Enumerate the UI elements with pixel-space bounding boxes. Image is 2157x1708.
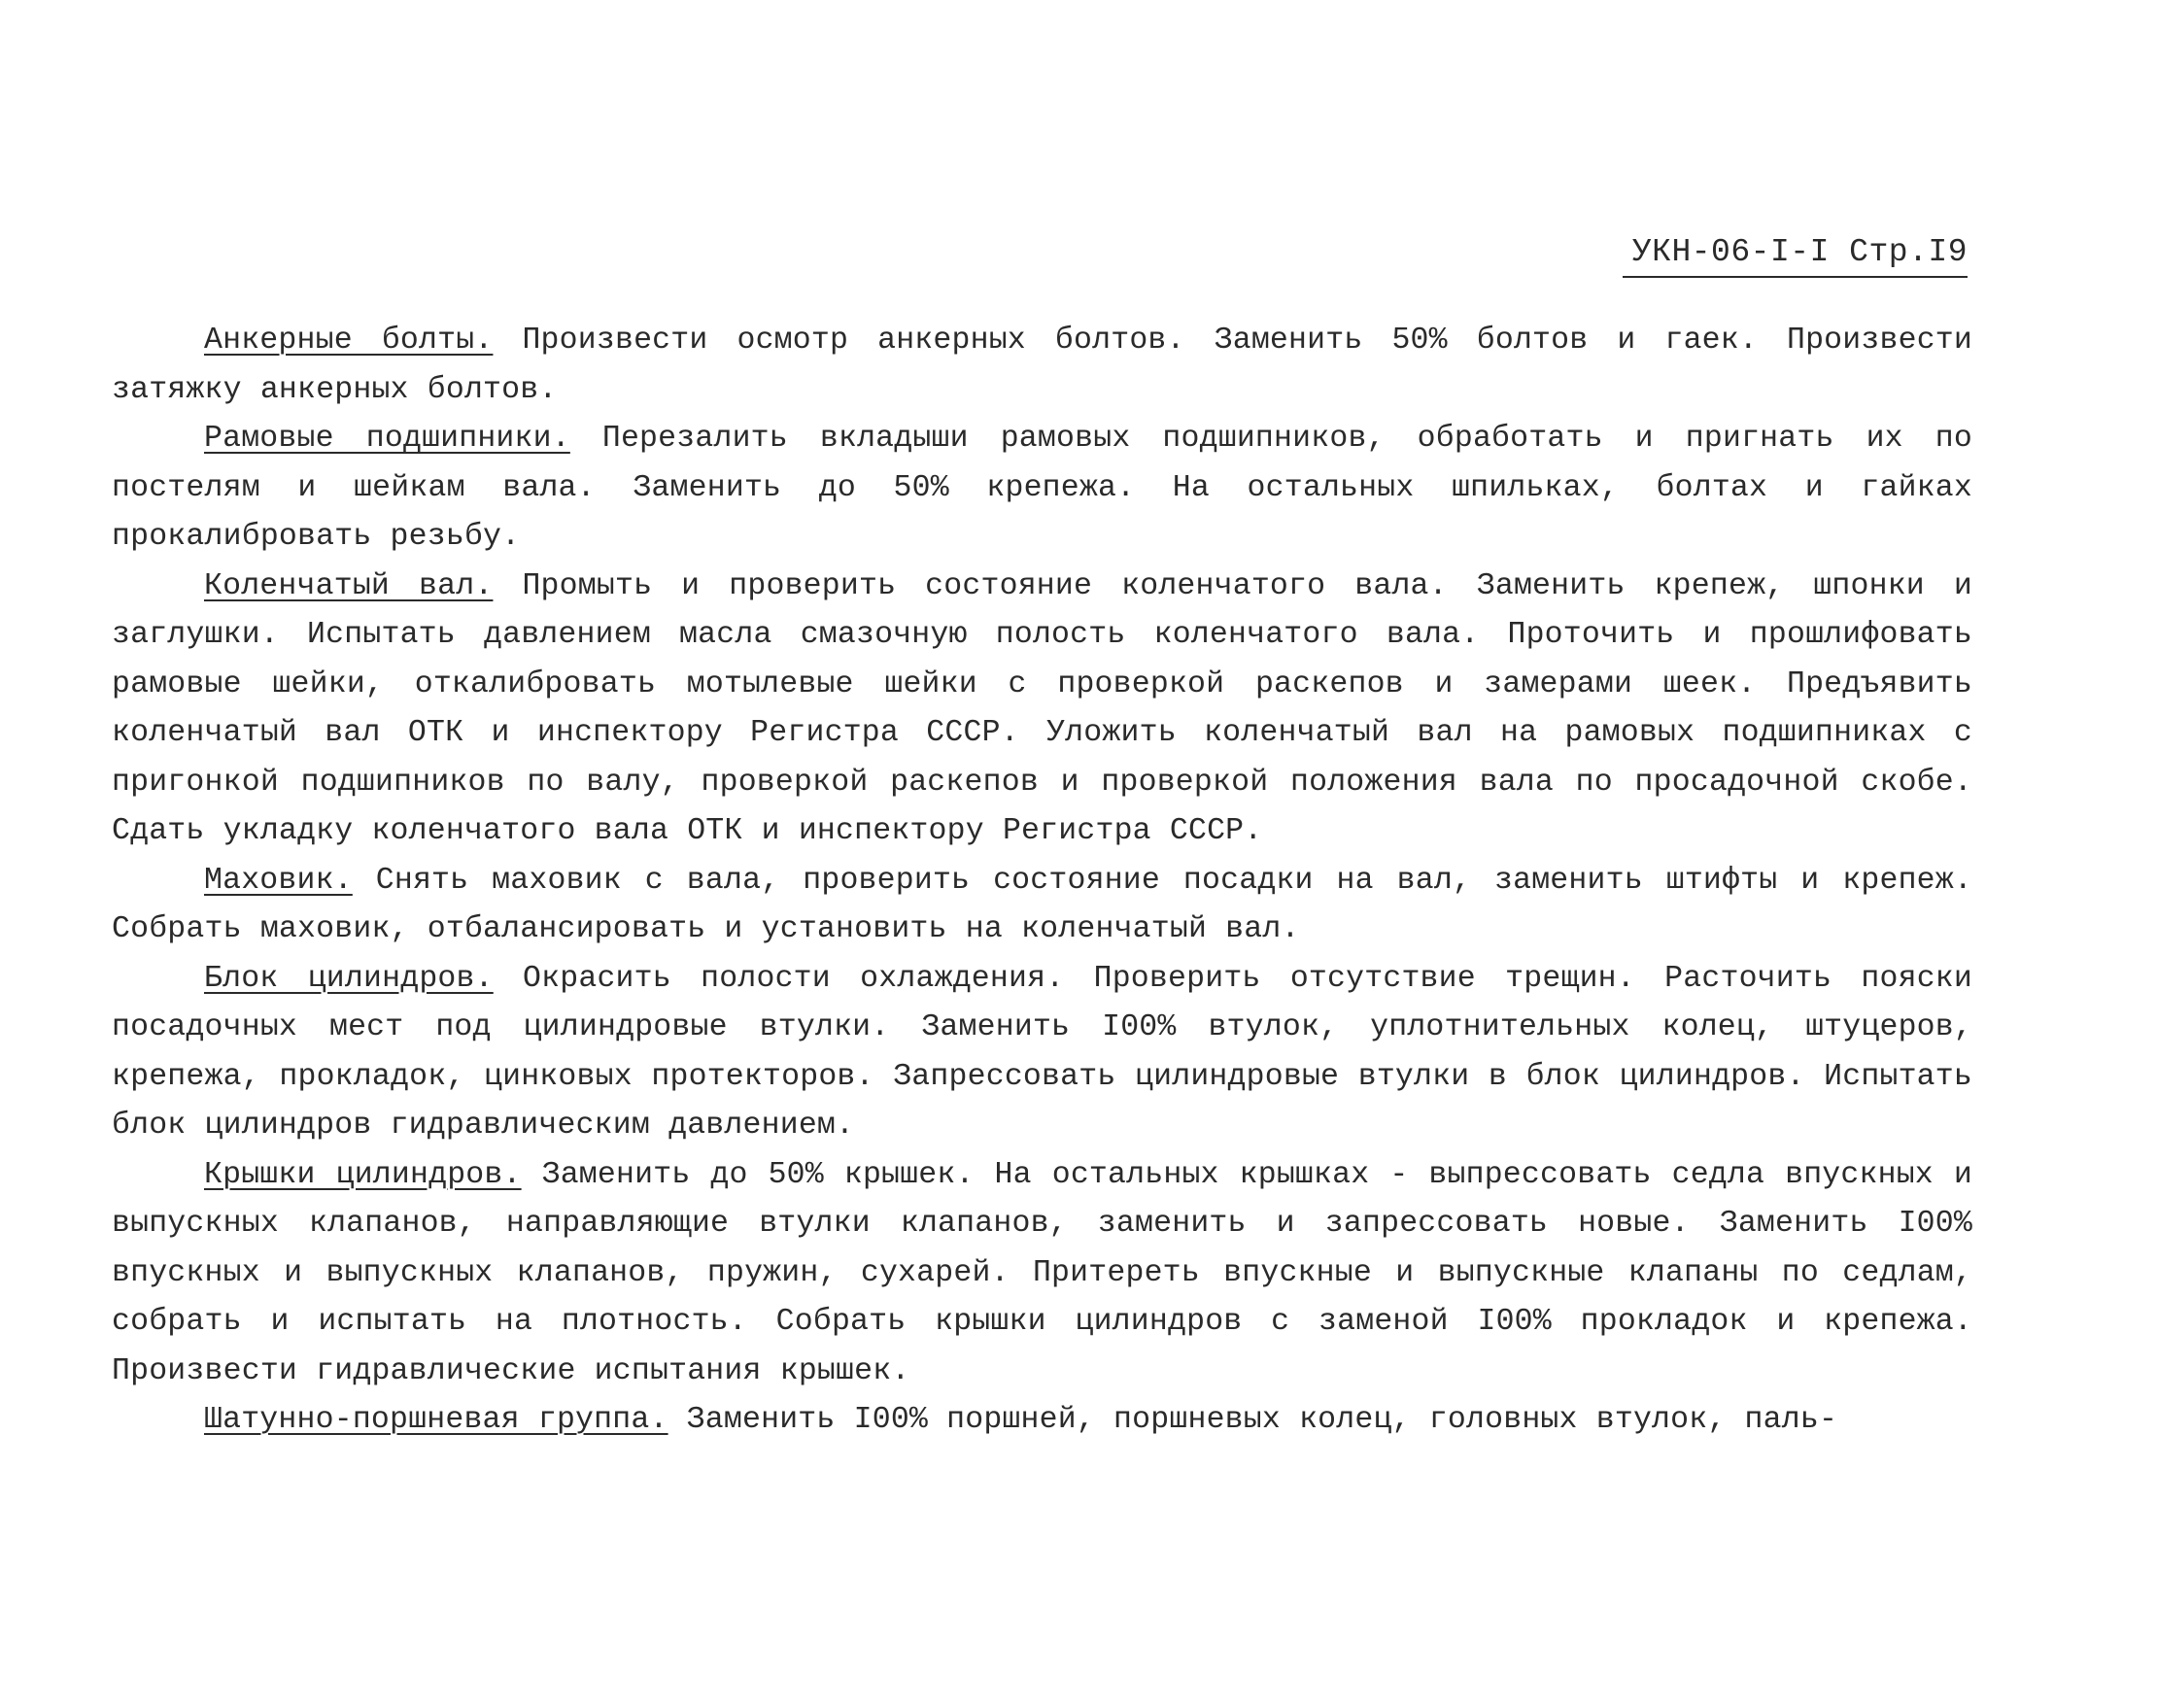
document-code-header: УКН-06-I-I Стр.I9 — [1623, 231, 1968, 278]
section-text-piston-group: Заменить I00% поршней, поршневых колец, головных втулок, паль- — [668, 1403, 1838, 1437]
section-text-flywheel: Снять маховик с вала, проверить состояние посадки на вал, заменить штифты и крепеж. Собрать маховик, отбалансировать и установить на коленчатый вал. — [112, 863, 1972, 946]
section-heading-crankshaft: Коленчатый вал. — [204, 568, 494, 603]
section-text-cylinder-block: Окрасить полости охлаждения. Проверить отсутствие трещин. Расточить пояски посадочных мест под цилиндровые втулки. Заменить I00% втулок, уплотнительных колец, штуцеров, крепежа, прокладок, цинковых протекторов. Запрессовать цилиндровые втулки в блок цилиндров. Испытать блок цилиндров гидравлическим давлением. — [112, 961, 1973, 1143]
section-text-main-bearings: Перезалить вкладыши рамовых подшипников, обработать и пригнать их по постелям и шейкам вала. Заменить до 50% крепежа. На остальных шпильках, болтах и гайках прокалибровать резьбу. — [112, 422, 1972, 554]
document-body — [112, 317, 1972, 1446]
paragraph-piston-group — [112, 1396, 1972, 1446]
paragraph-crankshaft — [112, 563, 1972, 857]
section-text-crankshaft: Промыть и проверить состояние коленчатого вала. Заменить крепеж, шпонки и заглушки. Испытать давлением масла смазочную полость коленчатого вала. Проточить и прошлифовать рамовые шейки, откалибровать мотылевые шейки с проверкой раскепов и замерами шеек. Предъявить коленчатый вал ОТК и инспектору Регистра СССР. Уложить коленчатый вал на рамовых подшипниках с пригонкой подшипников по валу, проверкой раскепов и проверкой положения вала по просадочной скобе. Сдать укладку коленчатого вала ОТК и инспектору Регистра СССР. — [112, 568, 1973, 848]
section-heading-anchor-bolts: Анкерные болты. — [204, 324, 494, 358]
section-heading-cylinder-block: Блок цилиндров. — [204, 961, 494, 996]
section-text-anchor-bolts: Произвести осмотр анкерных болтов. Заменить 50% болтов и гаек. Произвести затяжку анкерных болтов. — [112, 324, 1973, 407]
paragraph-main-bearings — [112, 415, 1972, 563]
section-heading-main-bearings: Рамовые подшипники. — [204, 422, 570, 456]
paragraph-cylinder-block — [112, 955, 1972, 1151]
paragraph-flywheel — [112, 857, 1972, 955]
section-text-cylinder-covers: Заменить до 50% крышек. На остальных крышках - выпрессовать седла впускных и выпускных клапанов, направляющие втулки клапанов, заменить и запрессовать новые. Заменить I00% впускных и выпускных клапанов, пружин, сухарей. Притереть впускные и выпускные клапаны по седлам, собрать и испытать на плотность. Собрать крышки цилиндров с заменой I00% прокладок и крепежа. Произвести гидравлические испытания крышек. — [112, 1157, 1972, 1388]
section-heading-piston-group: Шатунно-поршневая группа. — [204, 1403, 668, 1437]
section-heading-flywheel: Маховик. — [204, 863, 353, 898]
paragraph-anchor-bolts — [112, 317, 1972, 415]
section-heading-cylinder-covers: Крышки цилиндров. — [204, 1157, 522, 1192]
paragraph-cylinder-covers — [112, 1151, 1972, 1397]
